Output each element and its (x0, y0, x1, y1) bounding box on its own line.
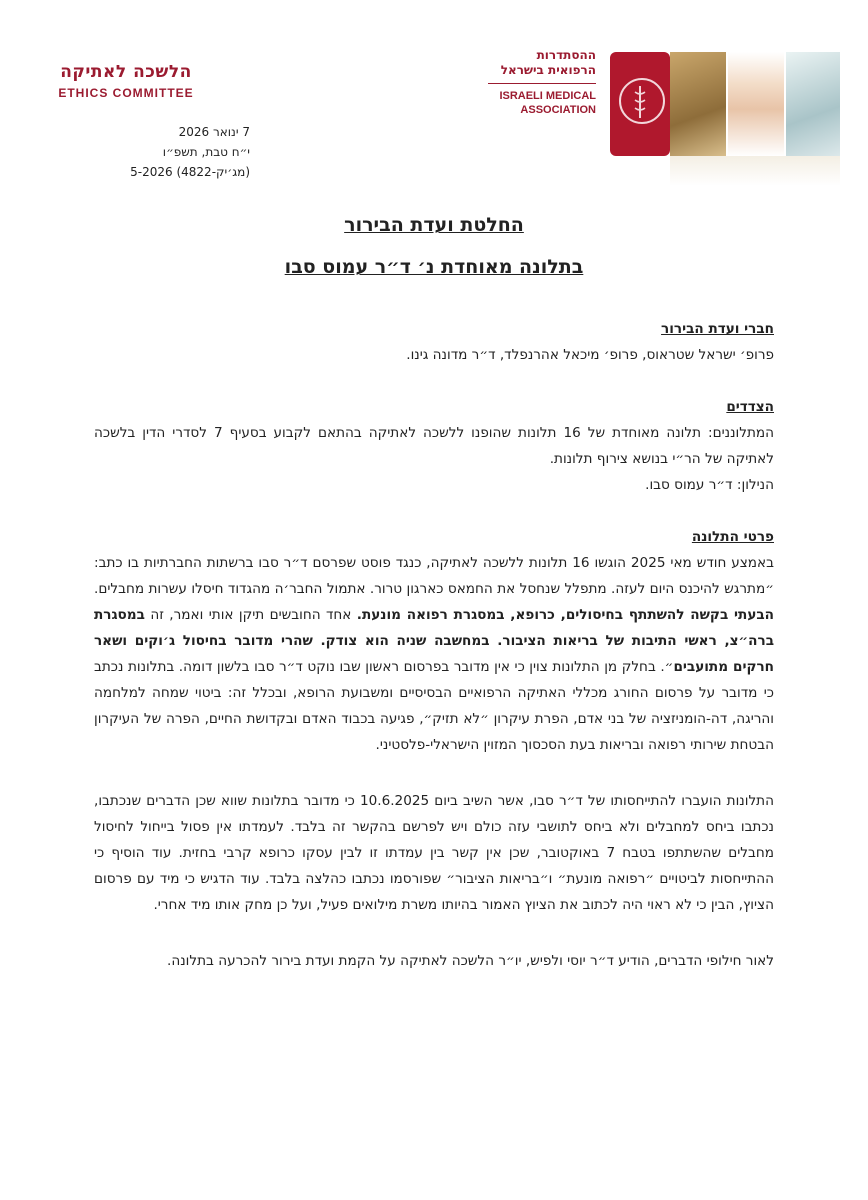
ima-english-line1: ISRAELI MEDICAL (499, 90, 596, 102)
details-p1-part-d: ״. בחלק מן התלונות צוין כי אין מדובר בפרסום ראשון שבו נוקט ד״ר סבו בלשון דומה. בתלונות נכתב כי מדובר על פרסום החורג מכללי האתיקה הרפואיים הבסיסיים ומשבועת הרופא, ובכלל זה: ביטוי שמחה למלחמה והריגה, דה-הומניזציה של בני אדם, הפרת עיקרון ״לא תזיק״, פגיעה בכבוד האדם ובקדושת החיים, הפרה של העיקרון הבטחת שירותי רפואה ובריאות בעת הסכסוך המזוין הישראלי-פלסטיני. (94, 659, 774, 753)
complainants-text: המתלוננים: תלונה מאוחדת של 16 תלונות שהופנו ללשכה לאתיקה בהתאם לקבוע בסעיף 7 לסדרי הדין בלשכה לאתיקה של הר״י בנושא צירוף תלונות. (94, 425, 775, 467)
members-text: פרופ׳ ישראל שטראוס, פרופ׳ מיכאל אהרנפלד, ד״ר מדונה גינו. (406, 347, 774, 363)
ethics-committee-hebrew: הלשכה לאתיקה (60, 62, 192, 82)
details-paragraph-3: לאור חילופי הדברים, הודיע ד״ר יוסי ולפיש, יו״ר הלשכה לאתיקה על הקמת ועדת בירור להכרעה בתלונה. (167, 953, 774, 969)
date-hebrew: י״ח טבת, תשפ״ו (162, 145, 250, 159)
vitruvian-man-image (670, 52, 726, 156)
details-p1-part-c: אחד החובשים תיקן אותי ואמר, זה (150, 607, 352, 623)
doctor-photo (728, 52, 784, 156)
caduceus-icon (632, 82, 648, 122)
ima-english-line2: ASSOCIATION (520, 104, 596, 116)
details-heading: פרטי התלונה (691, 529, 774, 545)
reference-number: (מג׳יק-4822) 5-2026 (130, 165, 250, 179)
details-p1-bold-b: במסגרת ברה״צ, ראשי התיבות של בריאות הציבור. במחשבה שניה הוא צודק. שהרי מדובר בחיסול ג׳וקים ושאר חרקים מתועבים (94, 607, 774, 675)
header-image-fade (670, 156, 840, 186)
document-body (94, 316, 774, 974)
document-subtitle: בתלונה מאוחדת נ׳ ד״ר עמוס סבו (284, 256, 584, 278)
details-p1-part-a: באמצע חודש מאי 2025 הוגשו 16 תלונות ללשכה לאתיקה, כנגד פוסט שפרסם ד״ר סבו ברשתות החברתיות בו כתב: ״מתרגש להיכנס היום לעזה. מתפלל שנחסל את החמאס כארגון טרור. אתמול החבר׳ה מהגדוד חיסלו עשרות מחבלים. (94, 555, 774, 597)
details-paragraph-1 (94, 550, 774, 758)
date-gregorian: 7 ינואר 2026 (178, 125, 250, 139)
ima-seal-icon (610, 52, 670, 156)
ima-hebrew-line2: הרפואית בישראל (500, 63, 596, 77)
ima-divider (488, 83, 596, 84)
ethics-committee-logo (46, 62, 206, 100)
ima-logo-text (470, 48, 596, 117)
stethoscope-photo (786, 52, 840, 156)
details-p1-bold-a: הבעתי בקשה להשתתף בחיסולים, כרופא, במסגרת רפואה מונעת. (356, 607, 775, 623)
document-title: החלטת ועדת הבירור (344, 214, 524, 236)
details-paragraph-2: התלונות הועברו להתייחסותו של ד״ר סבו, אשר השיב ביום 10.6.2025 כי מדובר בתלונות שווא שכן הדברים שנכתבו, נכתבו ביחס למחבלים ולא ביחס לתושבי עזה כולם ויש לפרשם בהקשר זה בלבד. לעמדתו אין פסול בייחול לחיסול מחבלים שהשתתפו בטבח 7 באוקטובר, שכן אין קשר בין עמדתו זו לבין עסקו כרופא קרבי בחזית. עוד הוסיף כי ההתייחסות לביטויים ״רפואה מונעת״ ו״בריאות הציבור״ שפורסמו נכתבו כהלצה בלבד. עוד הדגיש כי מיד עם פרסום הציוץ, הבין כי לא ראוי היה לכתוב את הציוץ האמור בהיותו משרת מילואים פעיל, ועל כן מחק אותו מיד אחרי. (94, 793, 774, 913)
ethics-committee-english: ETHICS COMMITTEE (58, 86, 194, 100)
parties-heading: הצדדים (726, 399, 774, 415)
document-dates (90, 122, 250, 182)
respondent-text: הנילון: ד״ר עמוס סבו. (645, 477, 774, 493)
members-heading: חברי ועדת הבירור (661, 321, 774, 337)
ima-hebrew-line1: ההסתדרות (536, 48, 596, 62)
